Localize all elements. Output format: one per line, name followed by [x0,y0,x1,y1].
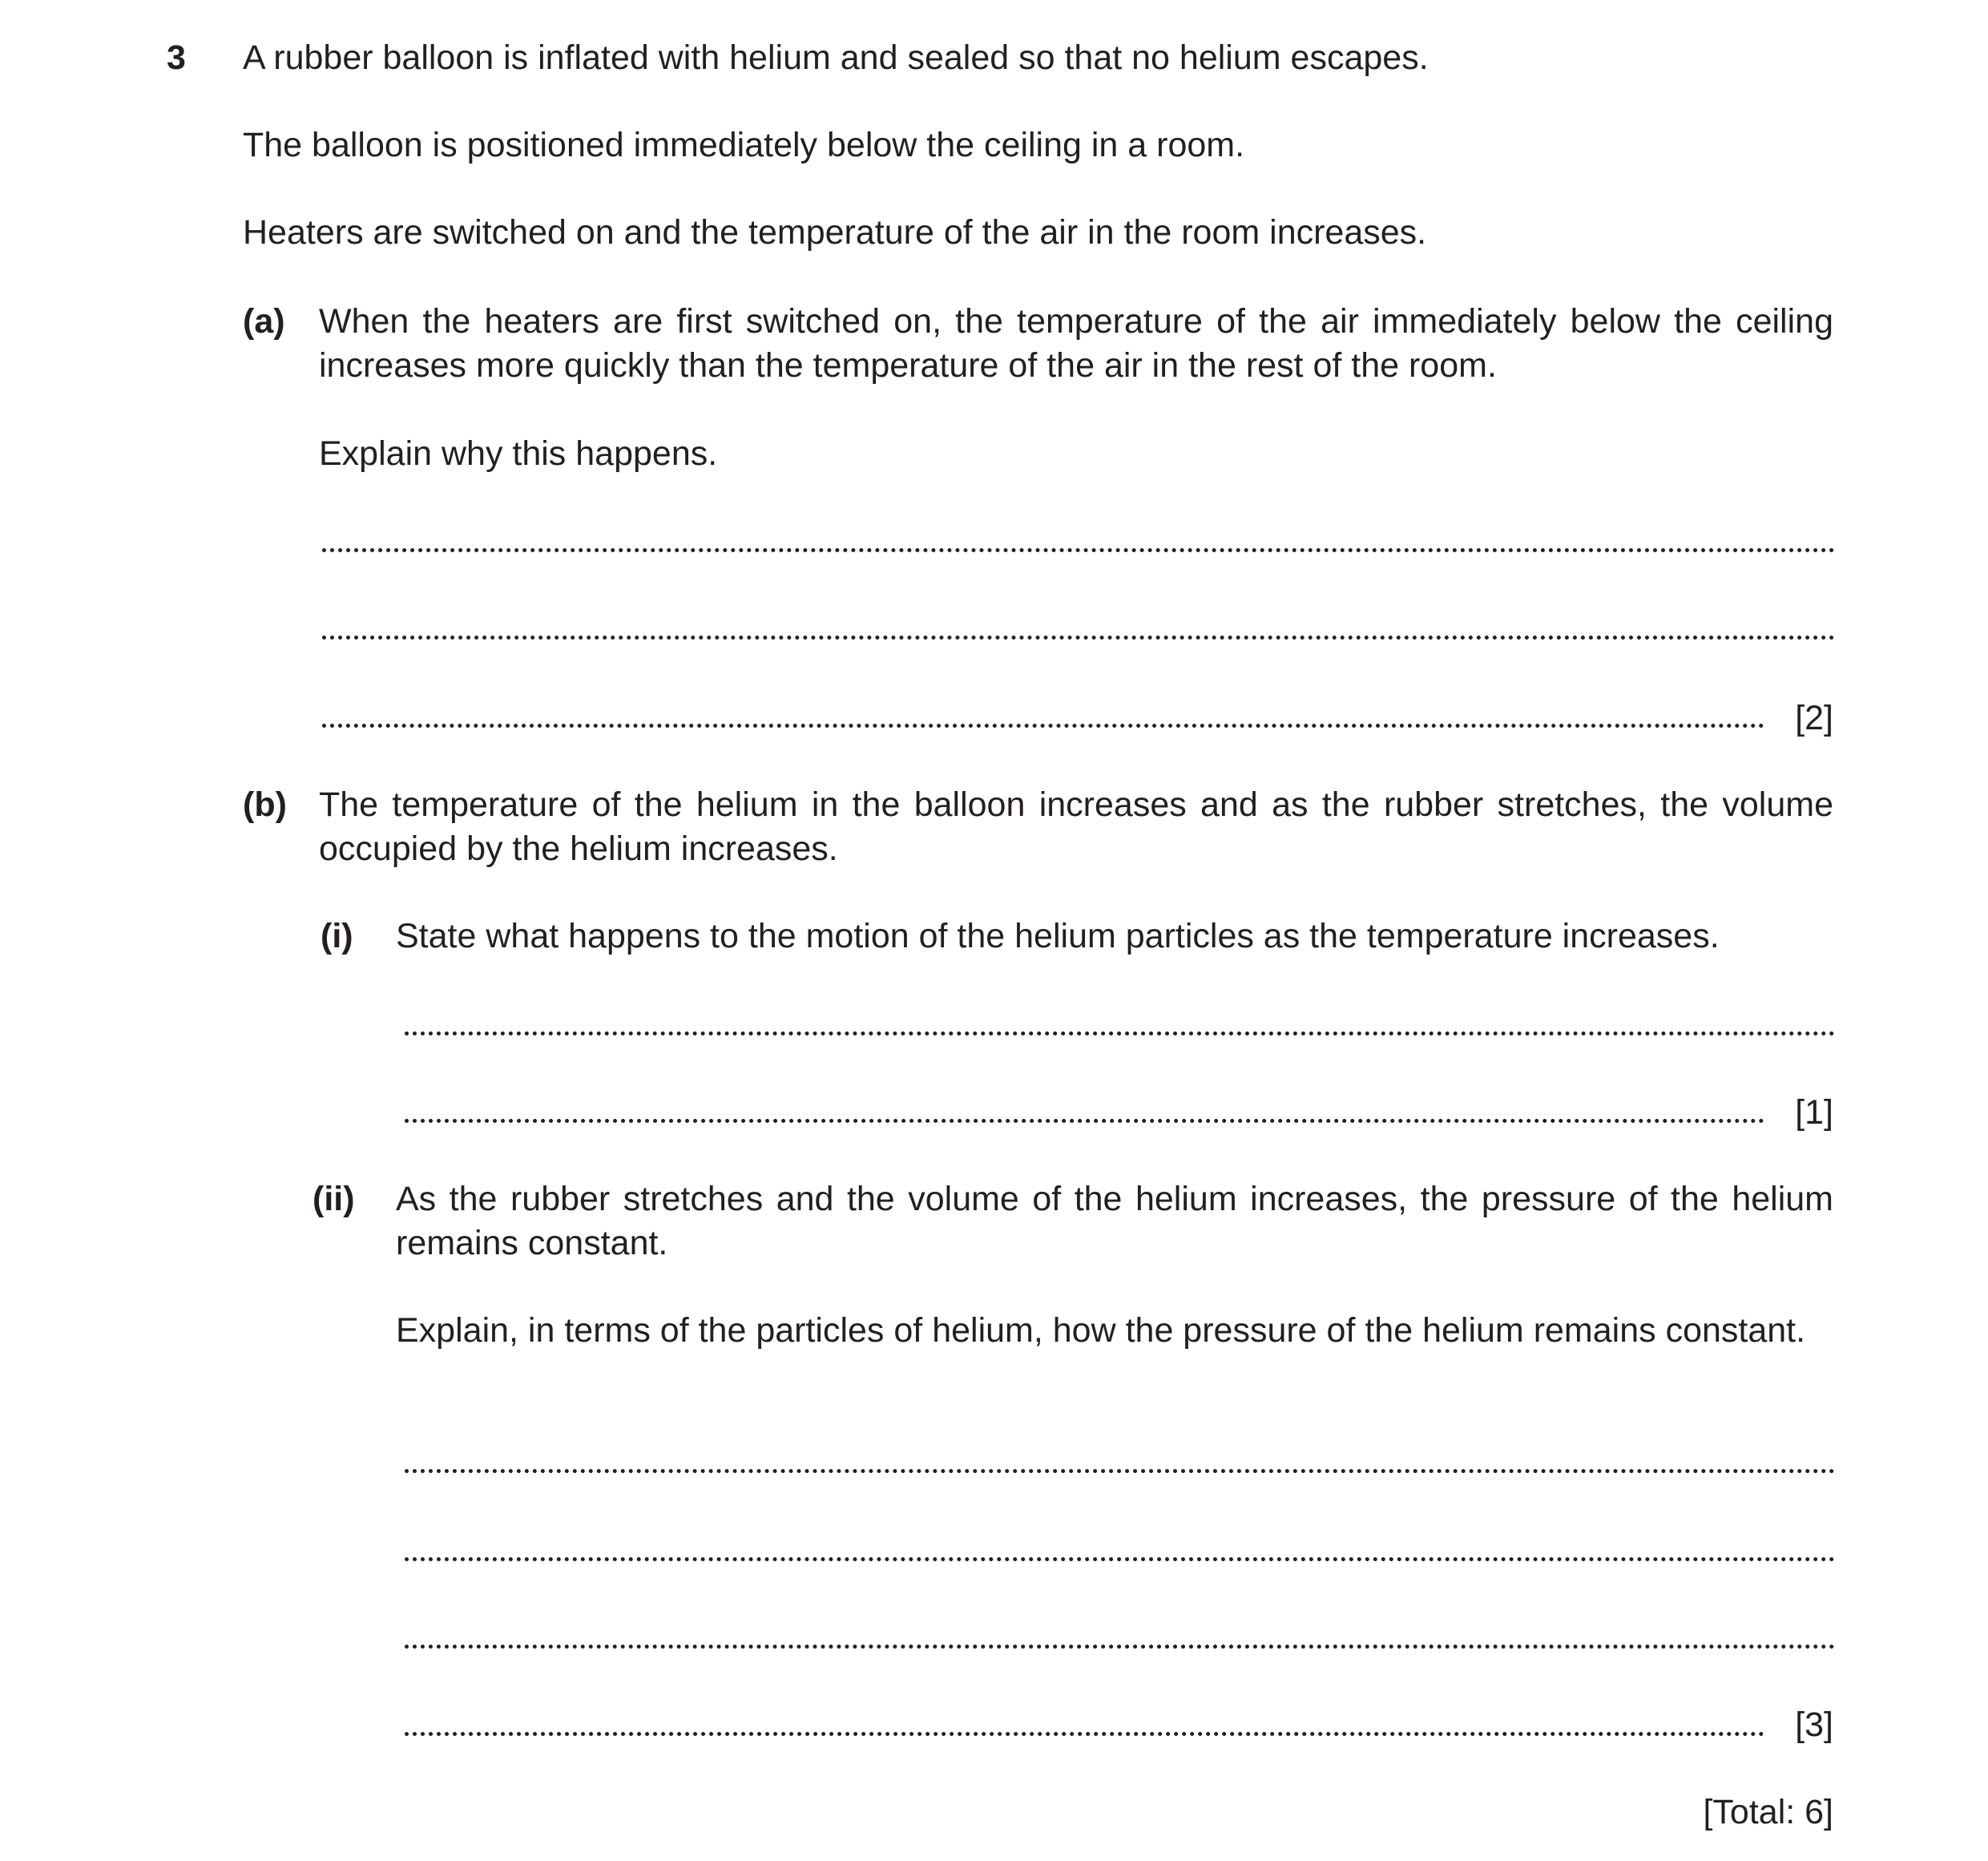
answer-line-bi-1[interactable] [405,1031,1835,1035]
marks-a: [2] [1795,699,1833,737]
part-b-ii-label: (ii) [313,1180,355,1218]
answer-line-a-2[interactable] [322,636,1835,640]
part-b-label: (b) [243,785,287,824]
answer-line-bii-4[interactable] [405,1732,1764,1736]
total-marks: [Total: 6] [1703,1793,1833,1831]
answer-line-bii-3[interactable] [405,1645,1835,1649]
part-b-ii-instruction: Explain, in terms of the particles of helium, how the pressure of the helium remains constant. [396,1311,1806,1350]
answer-line-bii-2[interactable] [405,1557,1835,1561]
marks-bi: [1] [1795,1093,1833,1132]
answer-line-bii-1[interactable] [405,1469,1835,1473]
intro-line-2: The balloon is positioned immediately below the ceiling in a room. [243,126,1245,164]
marks-bii: [3] [1795,1706,1833,1744]
part-a-instruction: Explain why this happens. [319,434,718,473]
part-b-text: The temperature of the helium in the balloon increases and as the rubber stretches, the volume occupied by the helium increases. [319,785,1833,868]
question-number: 3 [167,38,186,77]
part-b-i-text: State what happens to the motion of the helium particles as the temperature increases. [396,917,1720,955]
part-a-text: When the heaters are first switched on, the temperature of the air immediately below the ceiling increases more quickly than the temperature of the air in the rest of the room. [319,302,1833,385]
answer-line-a-3[interactable] [322,724,1764,728]
part-b-i-label: (i) [321,917,353,955]
answer-line-a-1[interactable] [322,548,1835,552]
answer-line-bi-2[interactable] [405,1119,1764,1123]
part-b-ii-text: As the rubber stretches and the volume of the helium increases, the pressure of the helium remains constant. [396,1180,1833,1262]
intro-line-1: A rubber balloon is inflated with helium and sealed so that no helium escapes. [243,38,1429,77]
part-a-label: (a) [243,302,285,341]
intro-line-3: Heaters are switched on and the temperature of the air in the room increases. [243,213,1427,252]
